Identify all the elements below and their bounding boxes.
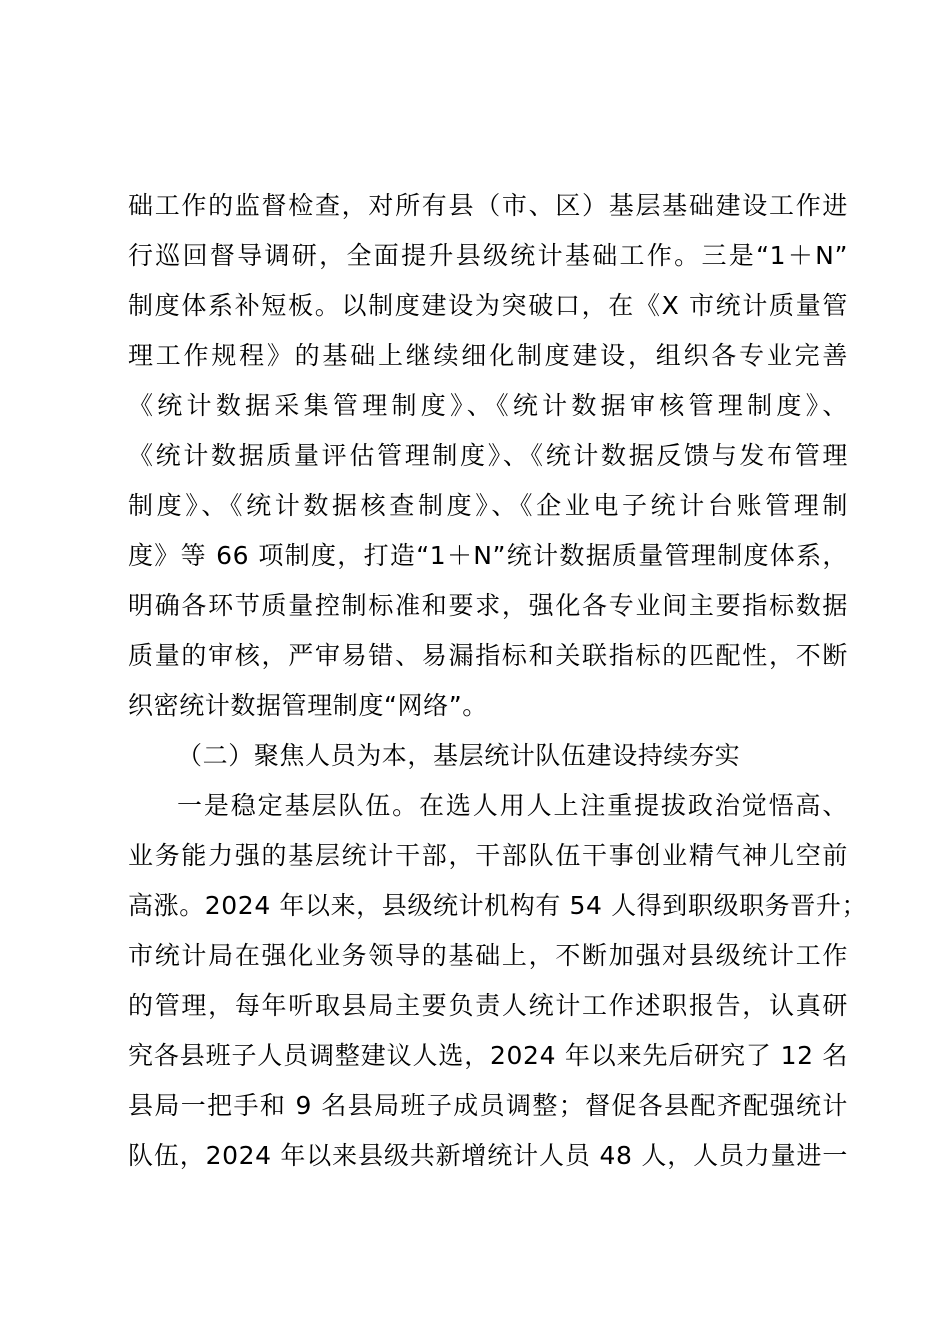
text-line: 的管理，每年听取县局主要负责人统计工作述职报告，认真研 xyxy=(128,991,848,1020)
section-heading: （二）聚焦人员为本，基层统计队伍建设持续夯实 xyxy=(177,741,741,770)
text-line: 度》等 66 项制度，打造“1＋N”统计数据质量管理制度体系， xyxy=(128,541,848,570)
text-line: 质量的审核，严审易错、易漏指标和关联指标的匹配性，不断 xyxy=(128,641,848,670)
text-line: 市统计局在强化业务领导的基础上，不断加强对县级统计工作 xyxy=(128,941,848,970)
text-line: 制度体系补短板。以制度建设为突破口，在《X 市统计质量管 xyxy=(128,291,848,320)
text-line: 县局一把手和 9 名县局班子成员调整；督促各县配齐配强统计 xyxy=(128,1091,848,1120)
text-line: 《统计数据质量评估管理制度》、《统计数据反馈与发布管理 xyxy=(128,441,848,470)
text-line: 础工作的监督检查，对所有县（市、区）基层基础建设工作进 xyxy=(128,191,848,220)
text-line: 理工作规程》的基础上继续细化制度建设，组织各专业完善 xyxy=(128,341,848,370)
text-line-paragraph-start: 一是稳定基层队伍。在选人用人上注重提拔政治觉悟高、 xyxy=(177,791,848,820)
text-line-paragraph-end: 织密统计数据管理制度“网络”。 xyxy=(128,691,488,720)
text-line: 《统计数据采集管理制度》、《统计数据审核管理制度》、 xyxy=(128,391,848,420)
text-line: 究各县班子人员调整建议人选，2024 年以来先后研究了 12 名 xyxy=(128,1041,848,1070)
text-line: 高涨。2024 年以来，县级统计机构有 54 人得到职级职务晋升； xyxy=(128,891,868,920)
text-line: 行巡回督导调研，全面提升县级统计基础工作。三是“1＋N” xyxy=(128,241,848,270)
text-line: 明确各环节质量控制标准和要求，强化各专业间主要指标数据 xyxy=(128,591,848,620)
text-line: 业务能力强的基层统计干部，干部队伍干事创业精气神儿空前 xyxy=(128,841,848,870)
text-line: 队伍，2024 年以来县级共新增统计人员 48 人，人员力量进一 xyxy=(128,1141,848,1170)
text-line: 制度》、《统计数据核查制度》、《企业电子统计台账管理制 xyxy=(128,491,848,520)
